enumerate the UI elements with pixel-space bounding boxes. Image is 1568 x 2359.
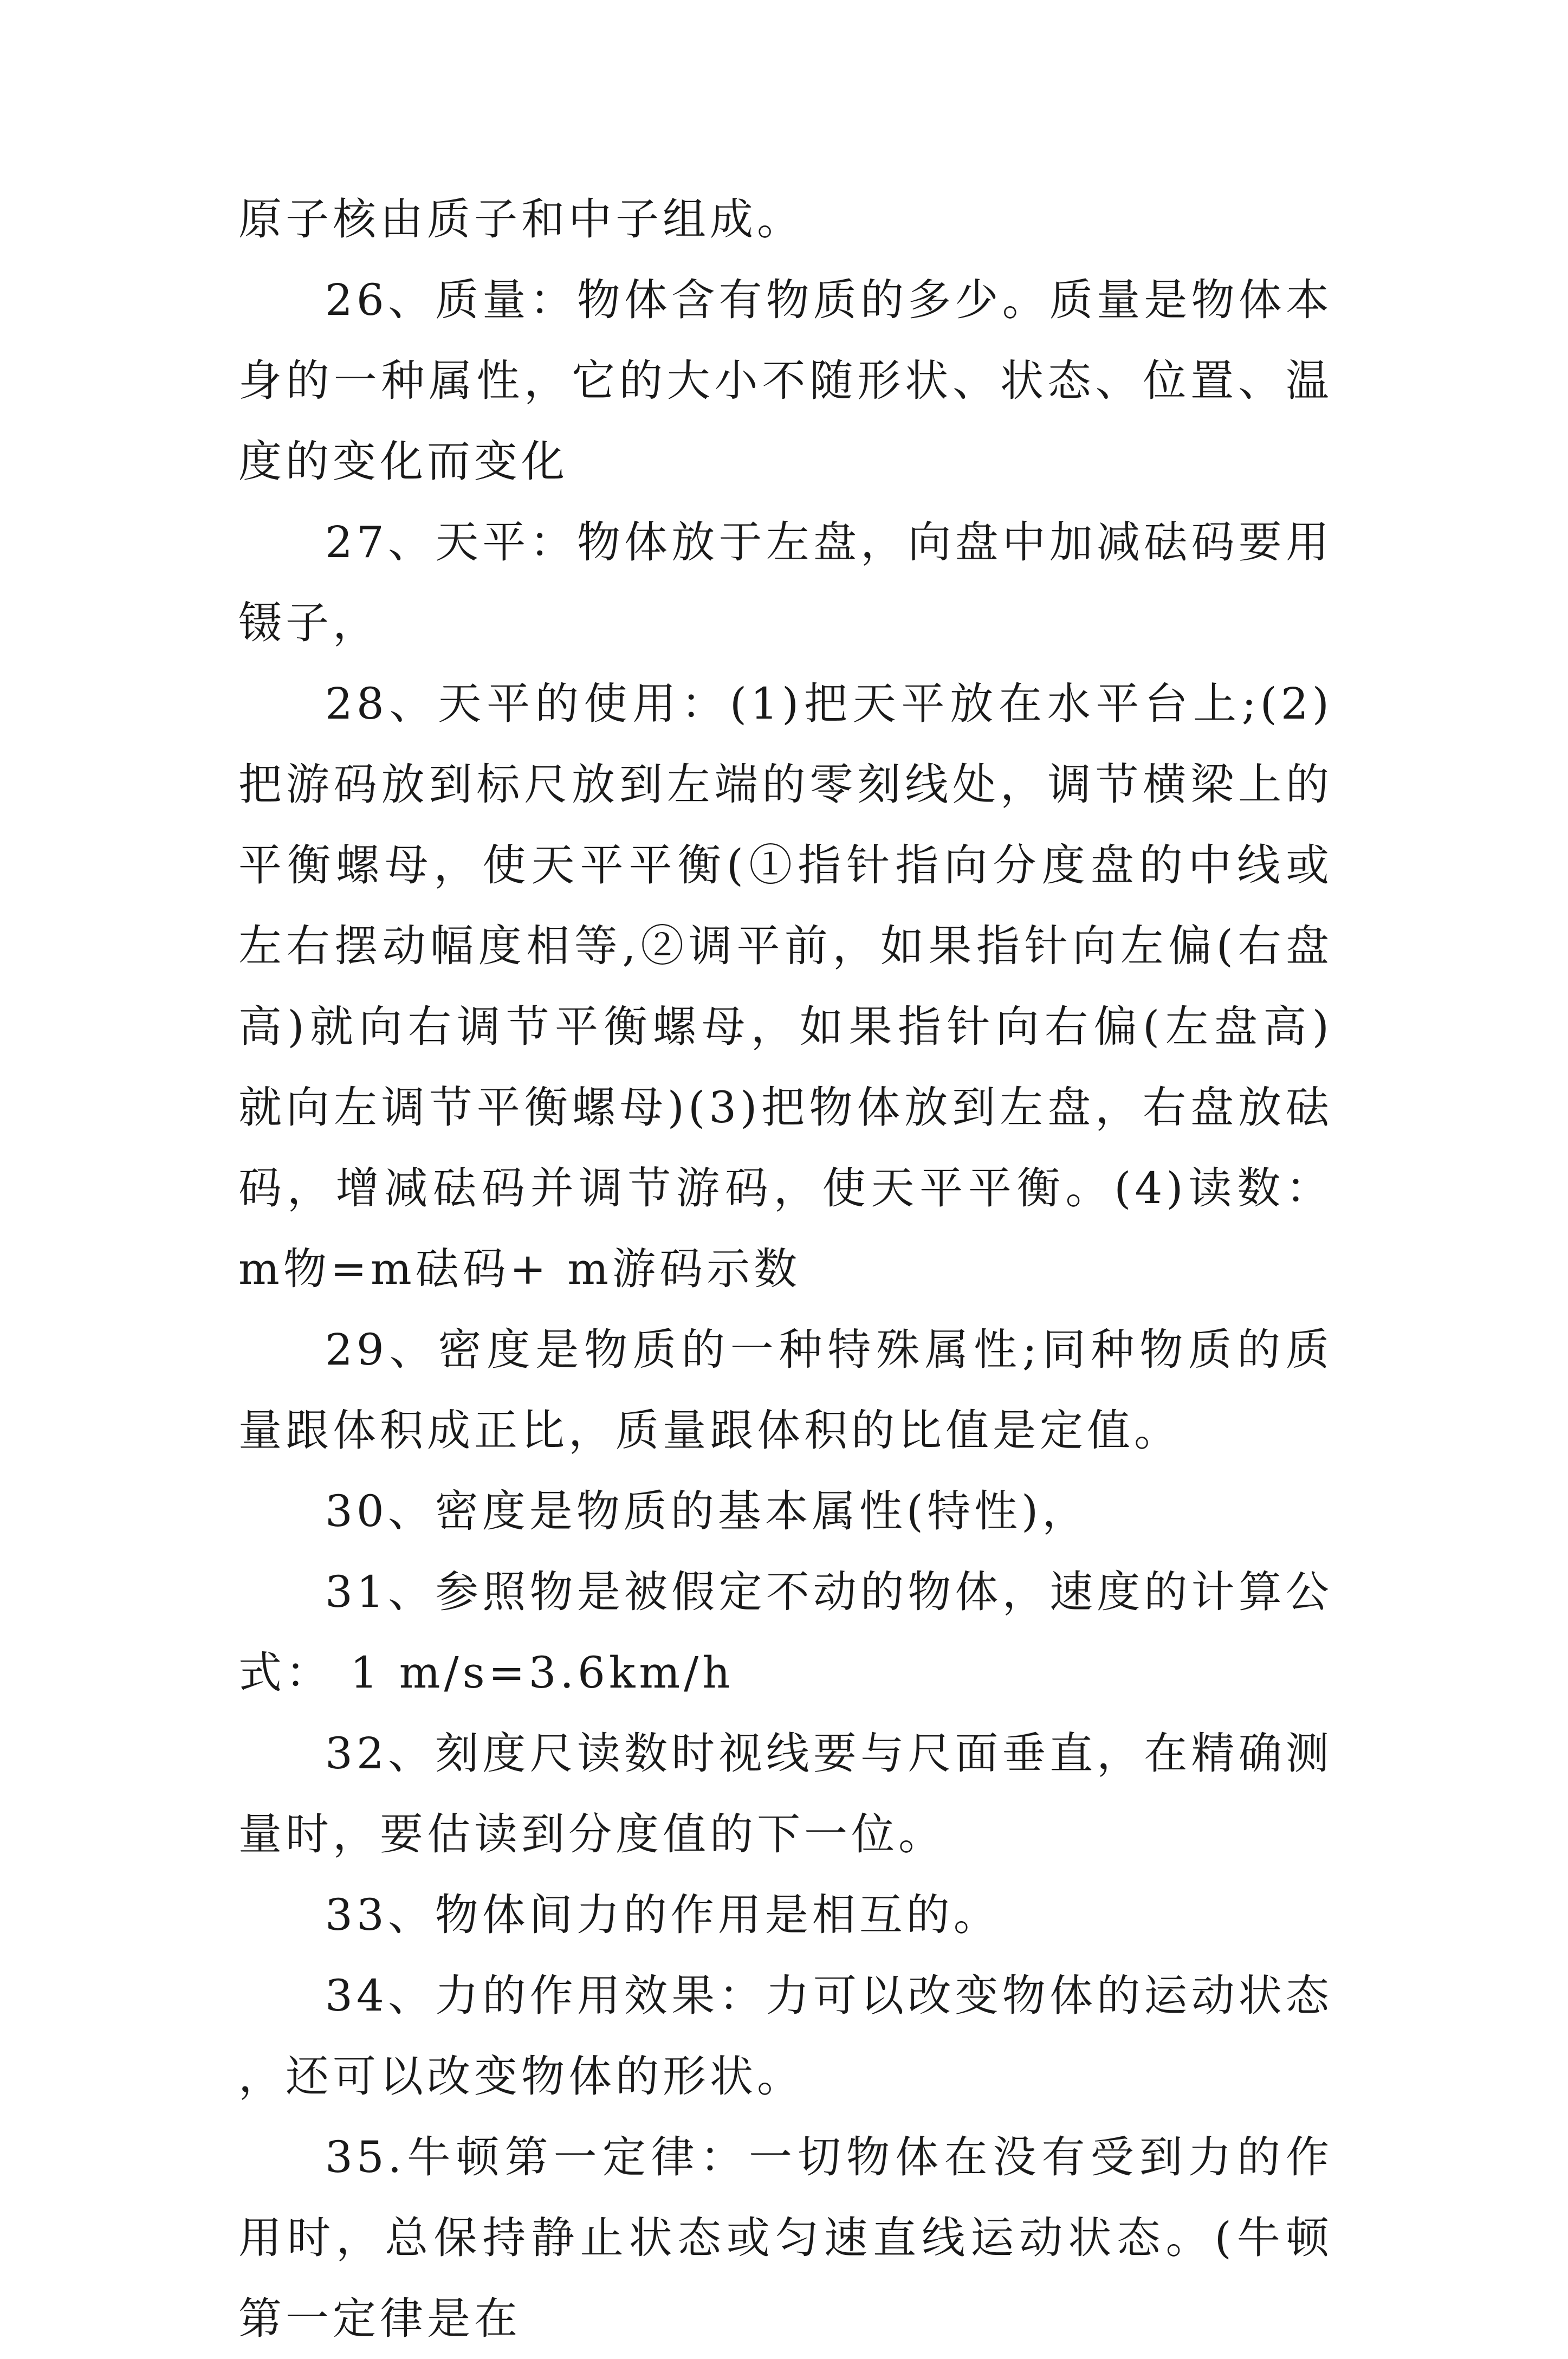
paragraph-31-reference-frame: 31、参照物是被假定不动的物体，速度的计算公式： 1 m/s=3.6km/h bbox=[238, 1567, 1333, 1698]
document-page bbox=[238, 179, 1333, 2359]
paragraph-32-ruler-reading: 32、刻度尺读数时视线要与尺面垂直，在精确测量时，要估读到分度值的下一位。 bbox=[238, 1728, 1333, 1859]
paragraph-25-continuation: 原子核由质子和中子组成。 bbox=[238, 194, 804, 244]
paragraph-29-density: 29、密度是物质的一种特殊属性;同种物质的质量跟体积成正比，质量跟体积的比值是定值。 bbox=[238, 1324, 1333, 1456]
paragraph-28-balance-usage: 28、天平的使用：(1)把天平放在水平台上;(2)把游码放到标尺放到左端的零刻线处，调节横梁上的平衡螺母，使天平平衡(①指针指向分度盘的中线或左右摆动幅度相等,②调平前，如果指针向左偏(右盘高)就向右调节平衡螺母，如果指针向右偏(左盘高)就向左调节平衡螺母)(3)把物体放到左盘，右盘放砝码，增减砝码并调节游码，使天平平衡。(4)读数：m物=m砝码+ m游码示数 bbox=[238, 678, 1333, 1294]
paragraph-27-balance: 27、天平：物体放于左盘，向盘中加减砝码要用镊子， bbox=[238, 517, 1333, 648]
paragraph-33-mutual-force: 33、物体间力的作用是相互的。 bbox=[325, 1890, 1001, 1940]
paragraph-34-force-effects: 34、力的作用效果：力可以改变物体的运动状态，还可以改变物体的形状。 bbox=[238, 1970, 1333, 2102]
paragraph-26-mass: 26、质量：物体含有物质的多少。质量是物体本身的一种属性，它的大小不随形状、状态、位置、温度的变化而变化 bbox=[238, 275, 1333, 487]
paragraph-30-density-property: 30、密度是物质的基本属性(特性)， bbox=[325, 1486, 1090, 1536]
paragraph-35-newtons-first-law: 35.牛顿第一定律：一切物体在没有受到力的作用时，总保持静止状态或匀速直线运动状态。(牛顿第一定律是在 bbox=[238, 2132, 1333, 2344]
